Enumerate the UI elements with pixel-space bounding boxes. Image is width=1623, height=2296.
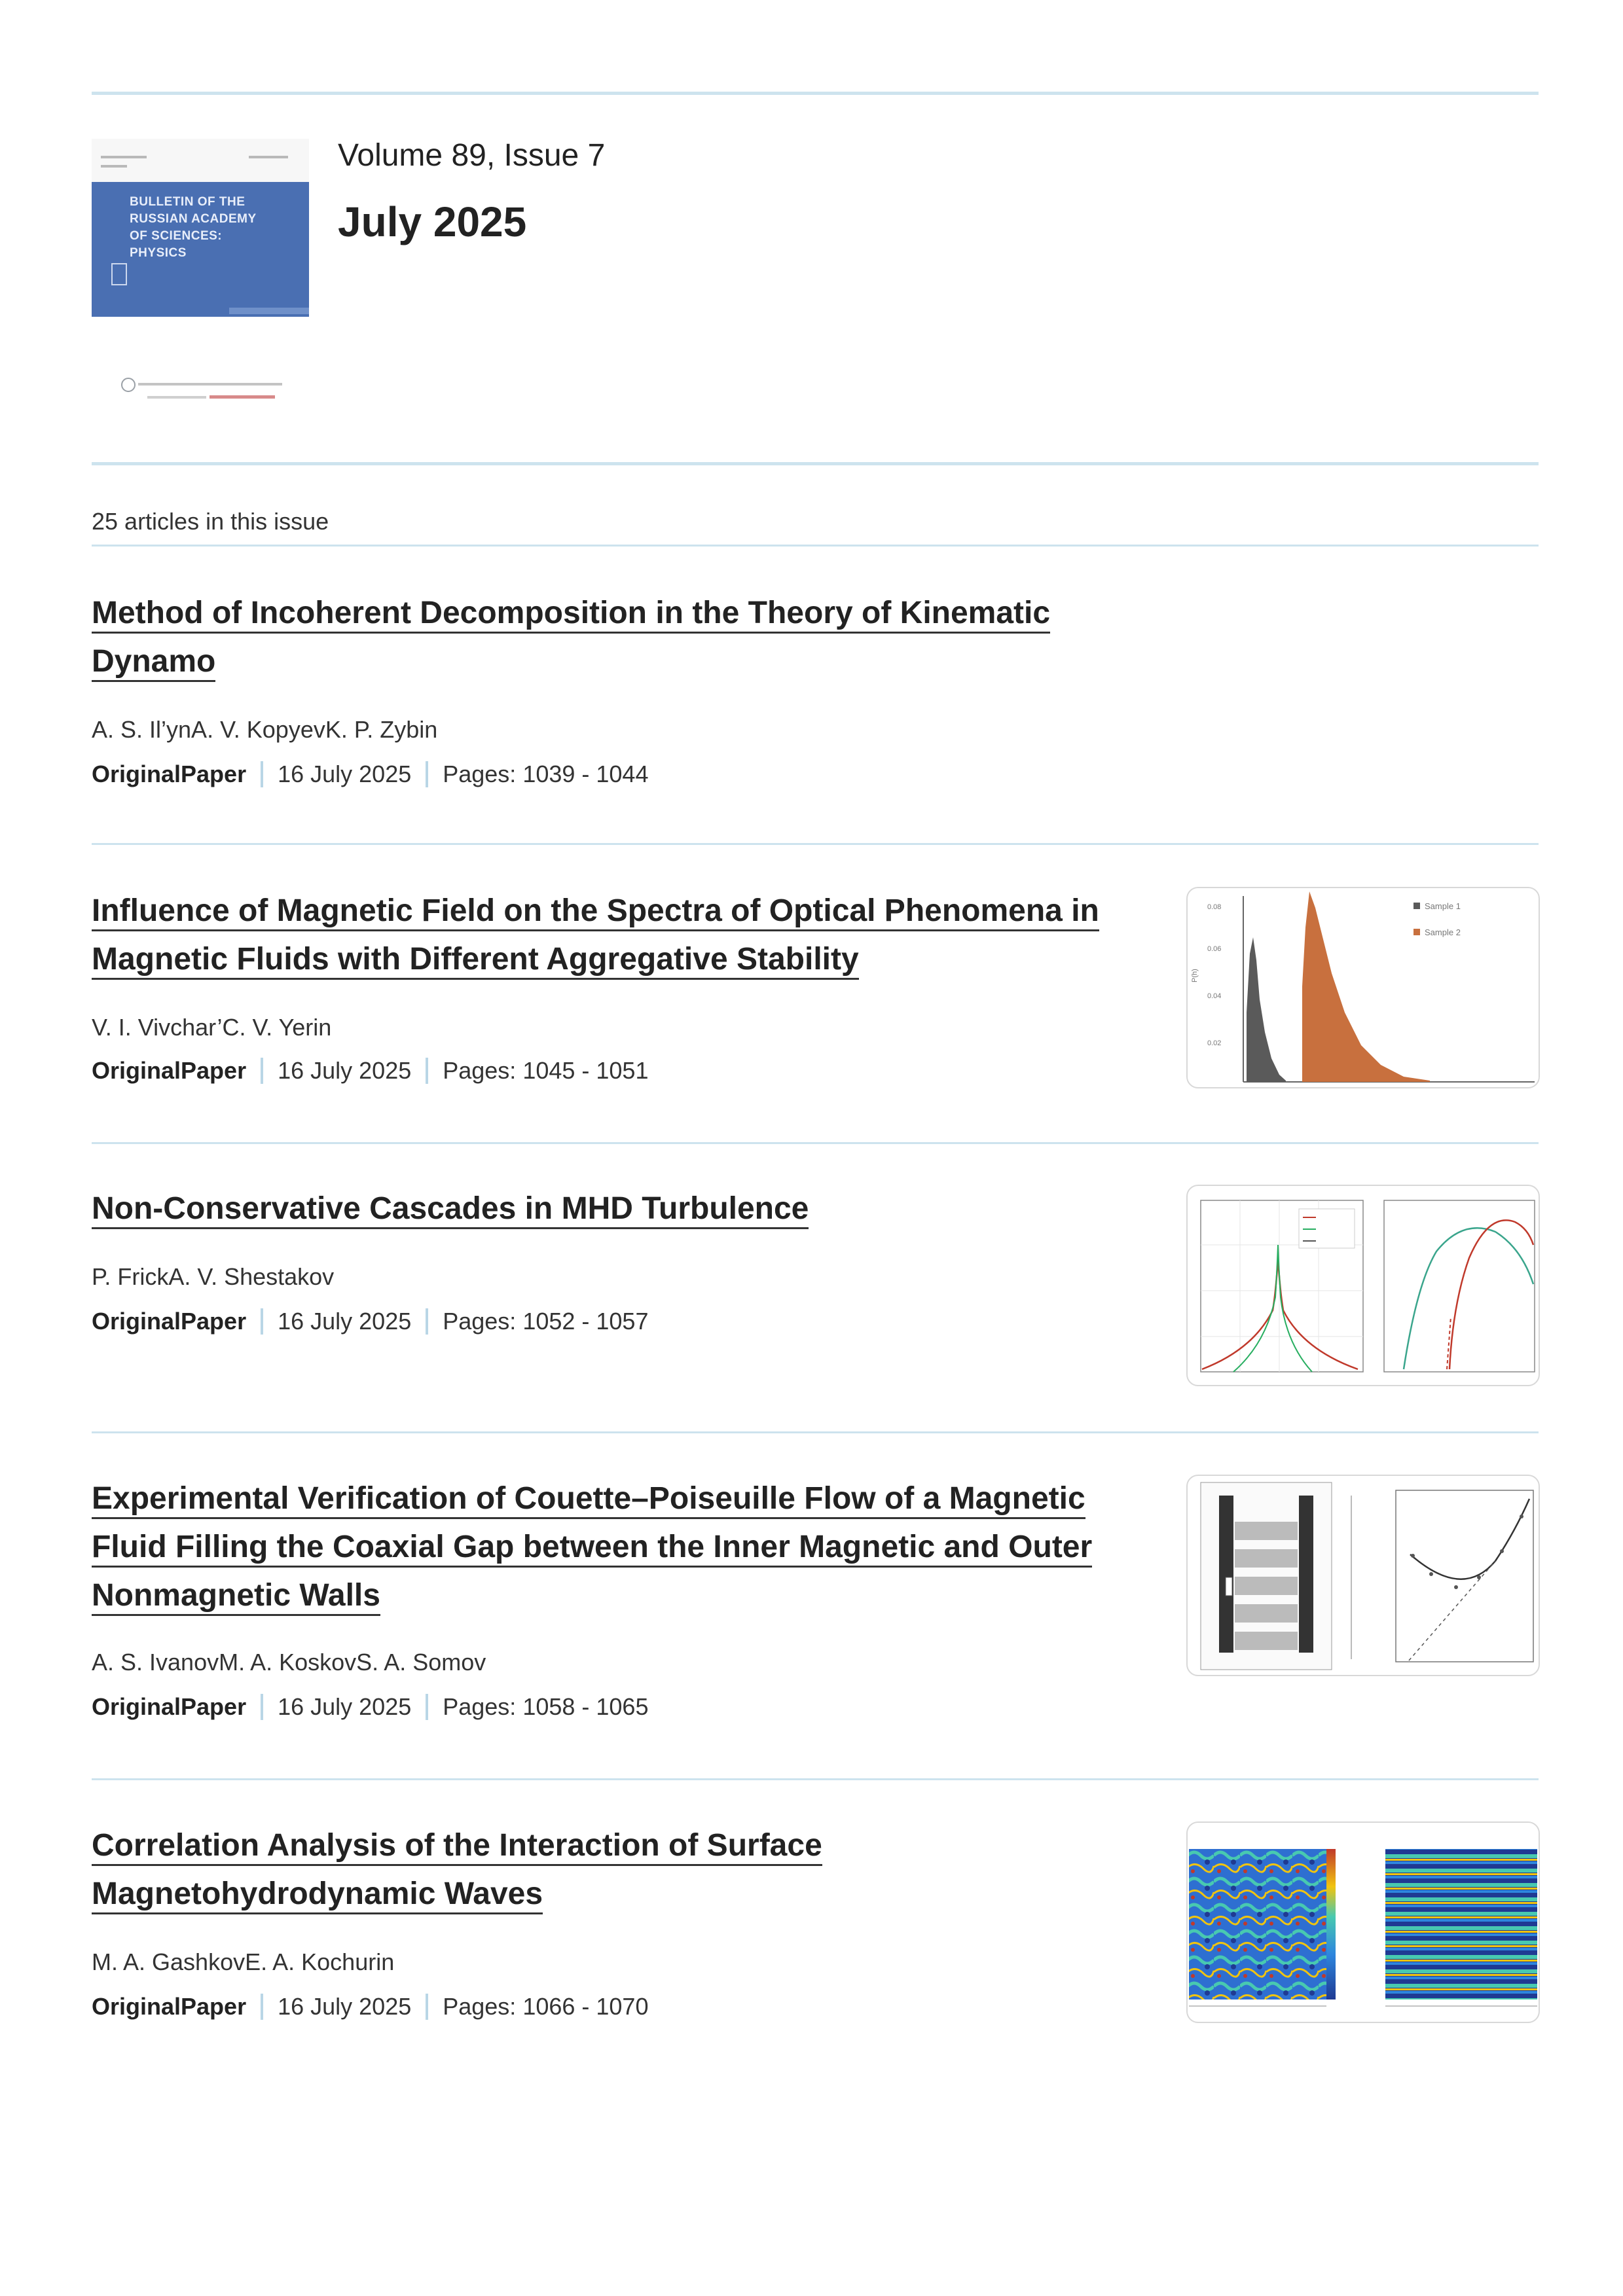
top-divider: [92, 92, 1539, 95]
publisher-globe-icon: [121, 378, 136, 392]
issue-date: July 2025: [338, 198, 527, 245]
article-pages: Pages: 1058 - 1065: [443, 1693, 649, 1720]
spectra-histogram-figure: [1188, 888, 1539, 1087]
article-pages: Pages: 1045 - 1051: [443, 1057, 649, 1084]
issue-volume: Volume 89, Issue 7: [338, 138, 606, 173]
cover-header-band: [92, 139, 309, 182]
article-title[interactable]: [92, 1185, 1152, 1233]
count-divider: [92, 545, 1539, 547]
article-title-link[interactable]: Method of Incoherent Decomposition in the Theory of Kinematic Dynamo: [92, 596, 1050, 682]
article-pages: Pages: 1066 - 1070: [443, 1993, 649, 2020]
article-title-link[interactable]: Non-Conservative Cascades in MHD Turbulence: [92, 1191, 809, 1229]
meta-separator: [426, 1058, 428, 1084]
article-pages: Pages: 1039 - 1044: [443, 761, 649, 787]
article-type: OriginalPaper: [92, 1057, 247, 1084]
article-authors: A. S. IvanovM. A. KoskovS. A. Somov: [92, 1649, 486, 1676]
couette-flow-figure: [1188, 1476, 1539, 1675]
cover-badge-icon: [111, 263, 127, 285]
article-title[interactable]: [92, 887, 1152, 984]
cover-strip: [229, 308, 309, 314]
journal-cover-image[interactable]: [92, 139, 309, 317]
svg-text:0.08: 0.08: [1207, 903, 1222, 911]
legend-sample-2: Sample 2: [1425, 927, 1461, 937]
meta-separator: [426, 1308, 428, 1335]
article-authors: M. A. GashkovE. A. Kochurin: [92, 1948, 395, 1975]
article-figure-thumbnail[interactable]: [1186, 1475, 1540, 1676]
article-divider: [92, 1778, 1539, 1780]
svg-text:0.04: 0.04: [1207, 992, 1222, 1000]
article-authors: V. I. Vivchar’C. V. Yerin: [92, 1014, 332, 1041]
cascade-plots-figure: [1188, 1186, 1539, 1385]
meta-separator: [261, 761, 263, 787]
cover-title: BULLETIN OF THE RUSSIAN ACADEMY OF SCIENCES: PHYSICS: [130, 195, 257, 260]
article-type: OriginalPaper: [92, 1693, 247, 1720]
article-figure-thumbnail[interactable]: [1186, 1185, 1540, 1386]
article-pages: Pages: 1052 - 1057: [443, 1308, 649, 1335]
article-meta: [92, 1057, 648, 1085]
article-date: 16 July 2025: [278, 1993, 412, 2020]
article-type: OriginalPaper: [92, 1993, 247, 2020]
legend-sample-1: Sample 1: [1425, 901, 1461, 911]
svg-text:0.02: 0.02: [1207, 1039, 1222, 1047]
article-date: 16 July 2025: [278, 1693, 412, 1720]
svg-text:P(h): P(h): [1191, 969, 1199, 982]
article-divider: [92, 1431, 1539, 1433]
article-date: 16 July 2025: [278, 1308, 412, 1335]
article-date: 16 July 2025: [278, 1057, 412, 1084]
article-type: OriginalPaper: [92, 1308, 247, 1335]
meta-separator: [426, 1994, 428, 2020]
article-meta: [92, 1993, 648, 2020]
publisher-logo: [121, 376, 285, 403]
meta-separator: [261, 1308, 263, 1335]
article-title-link[interactable]: Influence of Magnetic Field on the Spectra of Optical Phenomena in Magnetic Fluids with Different Aggregative Stability: [92, 893, 1099, 980]
article-date: 16 July 2025: [278, 761, 412, 787]
article-type: OriginalPaper: [92, 761, 247, 787]
header-divider: [92, 462, 1539, 465]
svg-text:0.06: 0.06: [1207, 945, 1222, 953]
meta-separator: [426, 1694, 428, 1720]
article-title-link[interactable]: Correlation Analysis of the Interaction of Surface Magnetohydrodynamic Waves: [92, 1828, 822, 1914]
meta-separator: [261, 1994, 263, 2020]
article-meta: [92, 1308, 648, 1335]
article-title-link[interactable]: Experimental Verification of Couette–Poiseuille Flow of a Magnetic Fluid Filling the Coaxial Gap between the Inner Magnetic and Outer Nonmagnetic Walls: [92, 1481, 1092, 1616]
article-count: 25 articles in this issue: [92, 508, 329, 535]
article-figure-thumbnail[interactable]: [1186, 1821, 1540, 2023]
article-authors: P. FrickA. V. Shestakov: [92, 1263, 335, 1290]
article-figure-thumbnail[interactable]: [1186, 887, 1540, 1088]
meta-separator: [426, 761, 428, 787]
wave-correlation-figure: [1188, 1823, 1539, 2022]
article-divider: [92, 1142, 1539, 1144]
article-meta: [92, 761, 648, 788]
article-title[interactable]: [92, 1821, 1152, 1918]
meta-separator: [261, 1694, 263, 1720]
article-authors: A. S. Il’ynA. V. KopyevK. P. Zybin: [92, 716, 438, 743]
article-title[interactable]: [92, 589, 1152, 686]
article-meta: [92, 1693, 648, 1721]
article-title[interactable]: [92, 1475, 1152, 1620]
meta-separator: [261, 1058, 263, 1084]
article-divider: [92, 843, 1539, 845]
